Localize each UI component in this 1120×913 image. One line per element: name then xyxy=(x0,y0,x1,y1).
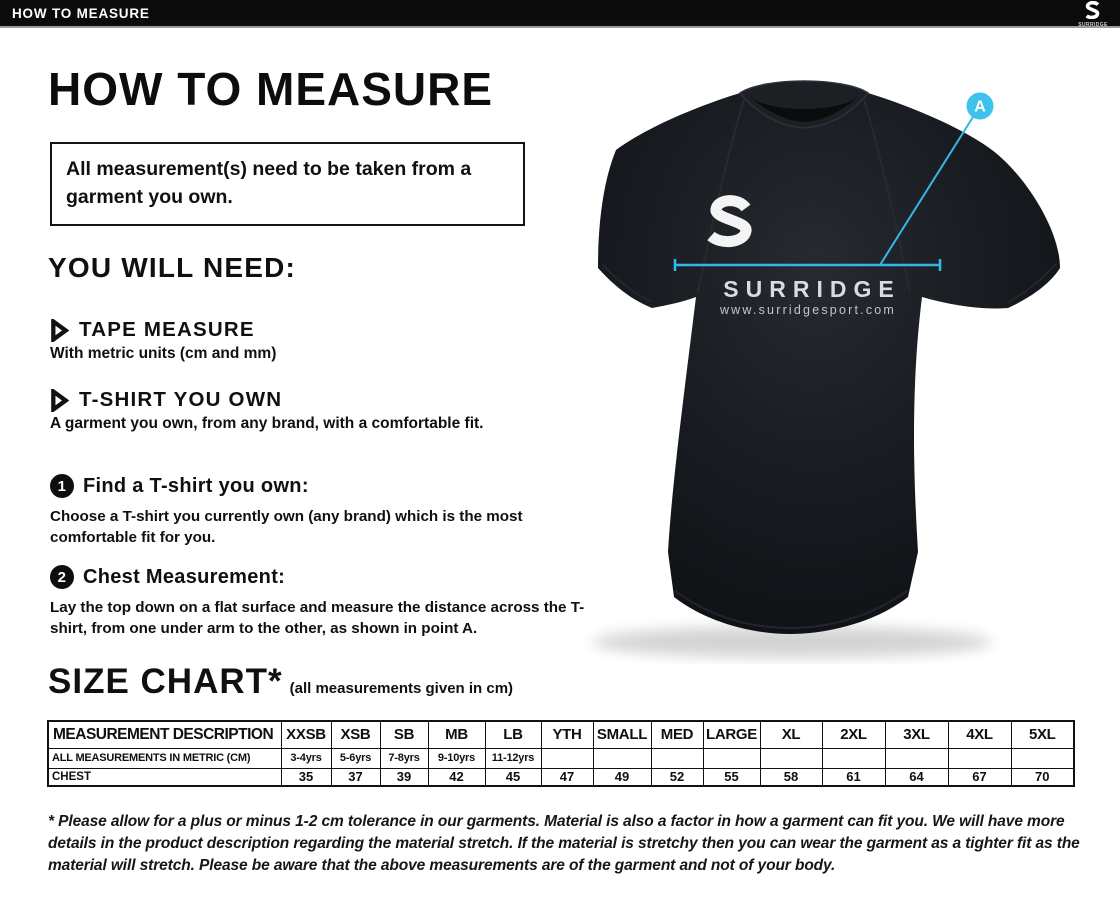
size-column-header: XL xyxy=(760,721,822,748)
step-number-badge: 2 xyxy=(50,565,74,589)
step-2 xyxy=(50,565,585,640)
size-value-cell: 70 xyxy=(1011,768,1074,786)
size-table-row xyxy=(48,768,1074,786)
size-column-header: XXSB xyxy=(281,721,331,748)
size-column-header: SB xyxy=(380,721,428,748)
size-value-cell: 47 xyxy=(541,768,593,786)
size-column-header: YTH xyxy=(541,721,593,748)
size-chart-subtitle: (all measurements given in cm) xyxy=(289,680,514,697)
surridge-logo-wordmark: SURRIDGE xyxy=(1078,22,1108,28)
size-value-cell: 49 xyxy=(593,768,651,786)
step-title: Chest Measurement: xyxy=(83,565,286,588)
top-bar xyxy=(0,0,1120,28)
size-value-cell xyxy=(760,748,822,768)
size-value-cell xyxy=(703,748,760,768)
arrow-bullet-icon xyxy=(50,389,69,412)
row-label-cell: CHEST xyxy=(48,768,281,786)
need-item-description: With metric units (cm and mm) xyxy=(50,345,277,362)
step-number-badge: 1 xyxy=(50,474,74,498)
need-item-tape-measure xyxy=(50,318,276,363)
step-description: Lay the top down on a flat surface and measure the distance across the T-shirt, from one under arm to the other, as shown in point A. xyxy=(50,599,585,638)
size-value-cell: 61 xyxy=(822,768,885,786)
size-column-header: 4XL xyxy=(948,721,1011,748)
shirt-brand-text: SURRIDGE xyxy=(723,276,901,302)
you-will-need-title: YOU WILL NEED: xyxy=(48,252,297,283)
size-value-cell xyxy=(541,748,593,768)
page-title: HOW TO MEASURE xyxy=(48,63,494,115)
size-column-header: LB xyxy=(485,721,541,748)
size-value-cell xyxy=(651,748,703,768)
step-description: Choose a T-shirt you currently own (any brand) which is the most comfortable fit for you. xyxy=(50,508,523,547)
notice-text: All measurement(s) need to be taken from a garment you own. xyxy=(66,158,472,208)
size-column-header: 3XL xyxy=(885,721,948,748)
marker-a-label: A xyxy=(974,98,986,116)
size-chart-table-container xyxy=(47,720,1075,787)
size-value-cell: 64 xyxy=(885,768,948,786)
surridge-logo xyxy=(1076,1,1110,28)
size-column-header: XSB xyxy=(331,721,380,748)
size-value-cell xyxy=(948,748,1011,768)
size-value-cell: 11-12yrs xyxy=(485,748,541,768)
surridge-s-icon xyxy=(1083,1,1103,19)
size-chart-heading xyxy=(48,662,513,702)
size-value-cell: 42 xyxy=(428,768,485,786)
shirt-website-text: www.surridgesport.com xyxy=(719,303,897,317)
step-title: Find a T-shirt you own: xyxy=(83,474,309,497)
size-value-cell: 55 xyxy=(703,768,760,786)
size-value-cell: 5-6yrs xyxy=(331,748,380,768)
size-column-header: MB xyxy=(428,721,485,748)
size-chart-table xyxy=(47,720,1075,787)
size-value-cell: 9-10yrs xyxy=(428,748,485,768)
size-value-cell xyxy=(822,748,885,768)
size-table-row xyxy=(48,748,1074,768)
tshirt-figure xyxy=(572,64,1068,664)
size-value-cell: 37 xyxy=(331,768,380,786)
tolerance-footnote: * Please allow for a plus or minus 1-2 cm tolerance in our garments. Material is also a factor in how a garment can fit you. We will have more details in the product description regarding the material stretch. If the material is stretchy then you can wear the garment as a tighter fit as the material will stretch. Please be aware that the above measurements are of the garment and not of your body. xyxy=(48,813,1080,874)
size-column-header: MEASUREMENT DESCRIPTION xyxy=(48,721,281,748)
size-value-cell: 58 xyxy=(760,768,822,786)
size-value-cell: 39 xyxy=(380,768,428,786)
row-label-cell: ALL MEASUREMENTS IN METRIC (CM) xyxy=(48,748,281,768)
step-1 xyxy=(50,474,570,549)
notice-box xyxy=(50,142,525,226)
need-item-tshirt xyxy=(50,388,483,433)
size-value-cell xyxy=(593,748,651,768)
size-value-cell: 52 xyxy=(651,768,703,786)
size-column-header: 5XL xyxy=(1011,721,1074,748)
need-item-description: A garment you own, from any brand, with a comfortable fit. xyxy=(50,415,484,432)
arrow-bullet-icon xyxy=(50,319,69,342)
tshirt-image xyxy=(572,64,1068,664)
top-bar-title: HOW TO MEASURE xyxy=(12,5,150,21)
size-table-header-row xyxy=(48,721,1074,748)
need-item-label: T-SHIRT YOU OWN xyxy=(79,388,283,411)
size-column-header: 2XL xyxy=(822,721,885,748)
size-column-header: SMALL xyxy=(593,721,651,748)
size-column-header: MED xyxy=(651,721,703,748)
size-value-cell: 35 xyxy=(281,768,331,786)
size-value-cell: 7-8yrs xyxy=(380,748,428,768)
need-item-label: TAPE MEASURE xyxy=(79,318,255,341)
size-column-header: LARGE xyxy=(703,721,760,748)
size-value-cell xyxy=(885,748,948,768)
size-value-cell xyxy=(1011,748,1074,768)
shirt-body xyxy=(598,82,1060,634)
size-chart-title: SIZE CHART* xyxy=(48,662,283,701)
size-value-cell: 45 xyxy=(485,768,541,786)
size-value-cell: 67 xyxy=(948,768,1011,786)
size-value-cell: 3-4yrs xyxy=(281,748,331,768)
